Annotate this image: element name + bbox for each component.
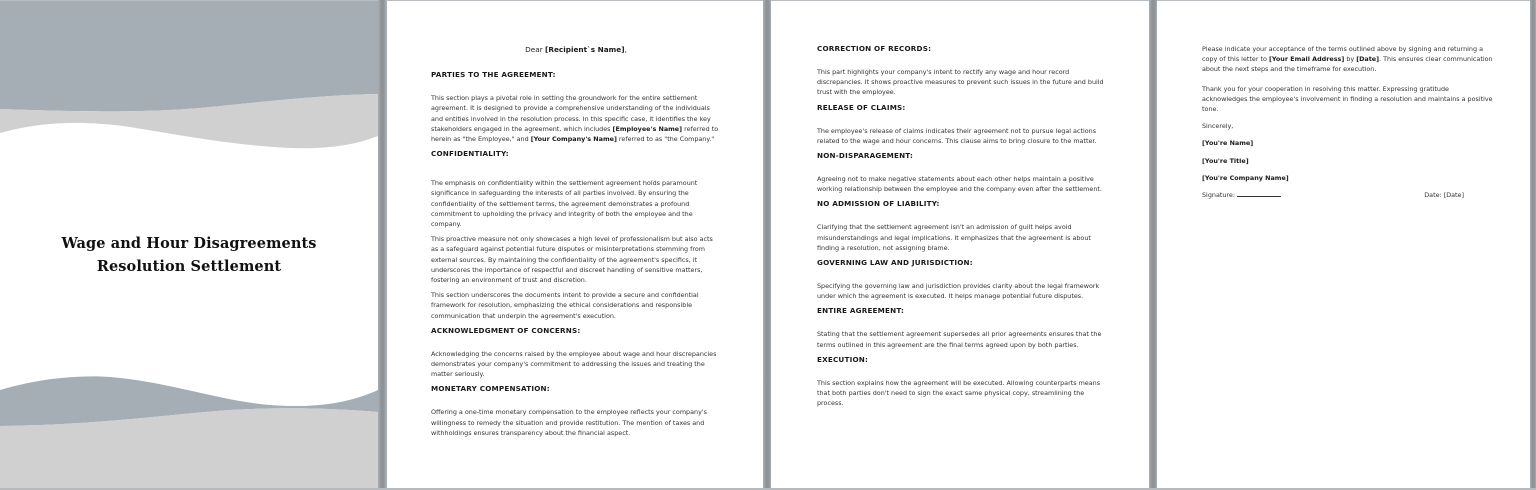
section-heading: CONFIDENTIALITY:	[431, 149, 509, 159]
acceptance-paragraph	[1202, 44, 1494, 75]
section-paragraph: This section underscores the documents intent to provide a secure and confidential framework for resolution, emphasizing the ethical considerations and responsible communication that underpin the agreement's execution.	[431, 291, 699, 320]
paragraph-text: referred to as "the Company."	[616, 135, 715, 144]
section-heading: GOVERNING LAW AND JURISDICTION:	[817, 258, 973, 268]
page3-content	[817, 44, 1107, 413]
paragraph-text: by	[1344, 55, 1357, 64]
section-paragraph: Specifying the governing law and jurisdiction provides clarity about the legal framework under which the agreement is executed. It helps manage potential future disputes.	[817, 282, 1100, 301]
paragraph-text: Please indicate your acceptance of the terms outlined above by signing and returning a copy of this letter to	[1202, 45, 1483, 64]
document-page-3	[771, 1, 1149, 488]
document-page-2	[387, 1, 763, 488]
signer-title	[1202, 156, 1494, 166]
email-placeholder: [Your Email Address]	[1268, 55, 1345, 64]
signer-company	[1202, 173, 1494, 183]
section-paragraph: The emphasis on confidentiality within the settlement agreement holds paramount significance in safeguarding the interests of all parties involved. By ensuring the confidentiality of the settlement terms, the agreement demonstrates a profound commitment to upholding the privacy and integrity of both the employee and the company.	[431, 179, 698, 229]
page-gutter	[1149, 0, 1157, 490]
section-heading: NON-DISPARAGEMENT:	[817, 151, 914, 161]
section-heading: ACKNOWLEDGMENT OF CONCERNS:	[431, 325, 581, 335]
paragraph-text: referred to herein as "the Employee," and	[431, 124, 719, 144]
section-heading: CORRECTION OF RECORDS:	[817, 44, 932, 53]
paragraph-text: This section plays a pivotal role in setting the groundwork for the entire settlement agreement. It is designed to provide a comprehensive understanding of the individuals and entities involved in the resolution process. In this specific case, it identifies the key stakeholders engaged in the agreement, which includes	[431, 94, 711, 133]
section-heading: MONETARY COMPENSATION:	[431, 384, 550, 394]
cover-title-line2: Resolution Settlement	[96, 258, 282, 275]
section-paragraph: The employee's release of claims indicates their agreement not to pursue legal actions related to the wage and hour concerns. This clause aims to bring closure to the matter.	[817, 126, 1097, 145]
page-gutter	[763, 0, 771, 490]
company-name-placeholder: [Your Company's Name]	[530, 135, 617, 144]
cover-title	[0, 232, 378, 278]
page-gutter	[1530, 0, 1536, 490]
page-gutter	[378, 0, 386, 490]
signature-line	[1237, 190, 1281, 197]
section-paragraph	[431, 93, 721, 144]
section-paragraph: Offering a one-time monetary compensation to the employee reflects your company's willingness to remedy the situation and provide restitution. The mention of taxes and withholdings ensures transparency about the financial aspect.	[431, 408, 707, 437]
section-heading: NO ADMISSION OF LIABILITY:	[817, 199, 940, 209]
section-heading: ENTIRE AGREEMENT:	[817, 306, 905, 316]
signature-label: Signature:	[1202, 191, 1235, 200]
paragraph-text: . This ensures clear communication about the next steps and the timeframe for execution.	[1202, 55, 1493, 74]
salutation-prefix: Dear	[525, 45, 546, 54]
thank-you-paragraph: Thank you for your cooperation in resolving this matter. Expressing gratitude acknowledges the employee's involvement in finding a resolution and maintains a positive tone.	[1202, 84, 1493, 114]
salutation-suffix: ,	[624, 45, 627, 54]
page4-content	[1202, 44, 1494, 200]
section-paragraph: Stating that the settlement agreement supersedes all prior agreements ensures that the terms outlined in this agreement are the final terms agreed upon by both parties.	[817, 330, 1102, 349]
page2-content	[431, 45, 721, 443]
date-placeholder: [Date]	[1356, 55, 1380, 64]
signer-company-placeholder: [You're Company Name]	[1202, 173, 1289, 182]
section-paragraph: Clarifying that the settlement agreement isn't an admission of guilt helps avoid misunderstandings and legal implications. It emphasizes that the agreement is about finding a resolution, not assigning blame.	[817, 223, 1091, 252]
section-heading: RELEASE OF CLAIMS:	[817, 102, 906, 112]
recipient-name-placeholder: [Recipient`s Name]	[545, 45, 625, 54]
section-heading: PARTIES TO THE AGREEMENT:	[431, 70, 556, 80]
section-paragraph: This proactive measure not only showcases a high level of professionalism but also acts as a safeguard against potential future disputes or misinterpretations stemming from external sources. By maintaining the confidentiality of the agreement's specifics, it underscores the importance of respectful and discreet handling of sensitive matters, fostering an environment of trust and discretion.	[431, 235, 713, 285]
signer-name	[1202, 138, 1494, 148]
date-field: Date: [Date]	[1424, 191, 1464, 200]
section-paragraph: Acknowledging the concerns raised by the employee about wage and hour discrepancies demonstrates your company's commitment to addressing the issues and treating the matter seriously.	[431, 349, 717, 379]
employee-name-placeholder: [Employee's Name]	[612, 124, 683, 133]
cover-title-line1: Wage and Hour Disagreements	[61, 235, 317, 252]
section-paragraph: This section explains how the agreement will be executed. Allowing counterparts means that both parties don't need to sign the exact same physical copy, streamlining the process.	[817, 378, 1101, 408]
cover-page	[0, 1, 378, 488]
salutation	[431, 45, 721, 55]
closing: Sincerely,	[1202, 122, 1234, 131]
document-page-4	[1157, 1, 1530, 488]
signature-field	[1202, 190, 1281, 200]
section-paragraph: Agreeing not to make negative statements about each other helps maintain a positive working relationship between the employee and the company even after the settlement.	[817, 175, 1102, 194]
signature-row	[1202, 190, 1464, 200]
signer-title-placeholder: [You're Title]	[1202, 156, 1249, 165]
section-heading: EXECUTION:	[817, 354, 869, 364]
signer-name-placeholder: [You're Name]	[1202, 139, 1254, 148]
section-paragraph: This part highlights your company's intent to rectify any wage and hour record discrepancies. It shows proactive measures to prevent such issues in the future and build trust with the employee.	[817, 68, 1104, 97]
